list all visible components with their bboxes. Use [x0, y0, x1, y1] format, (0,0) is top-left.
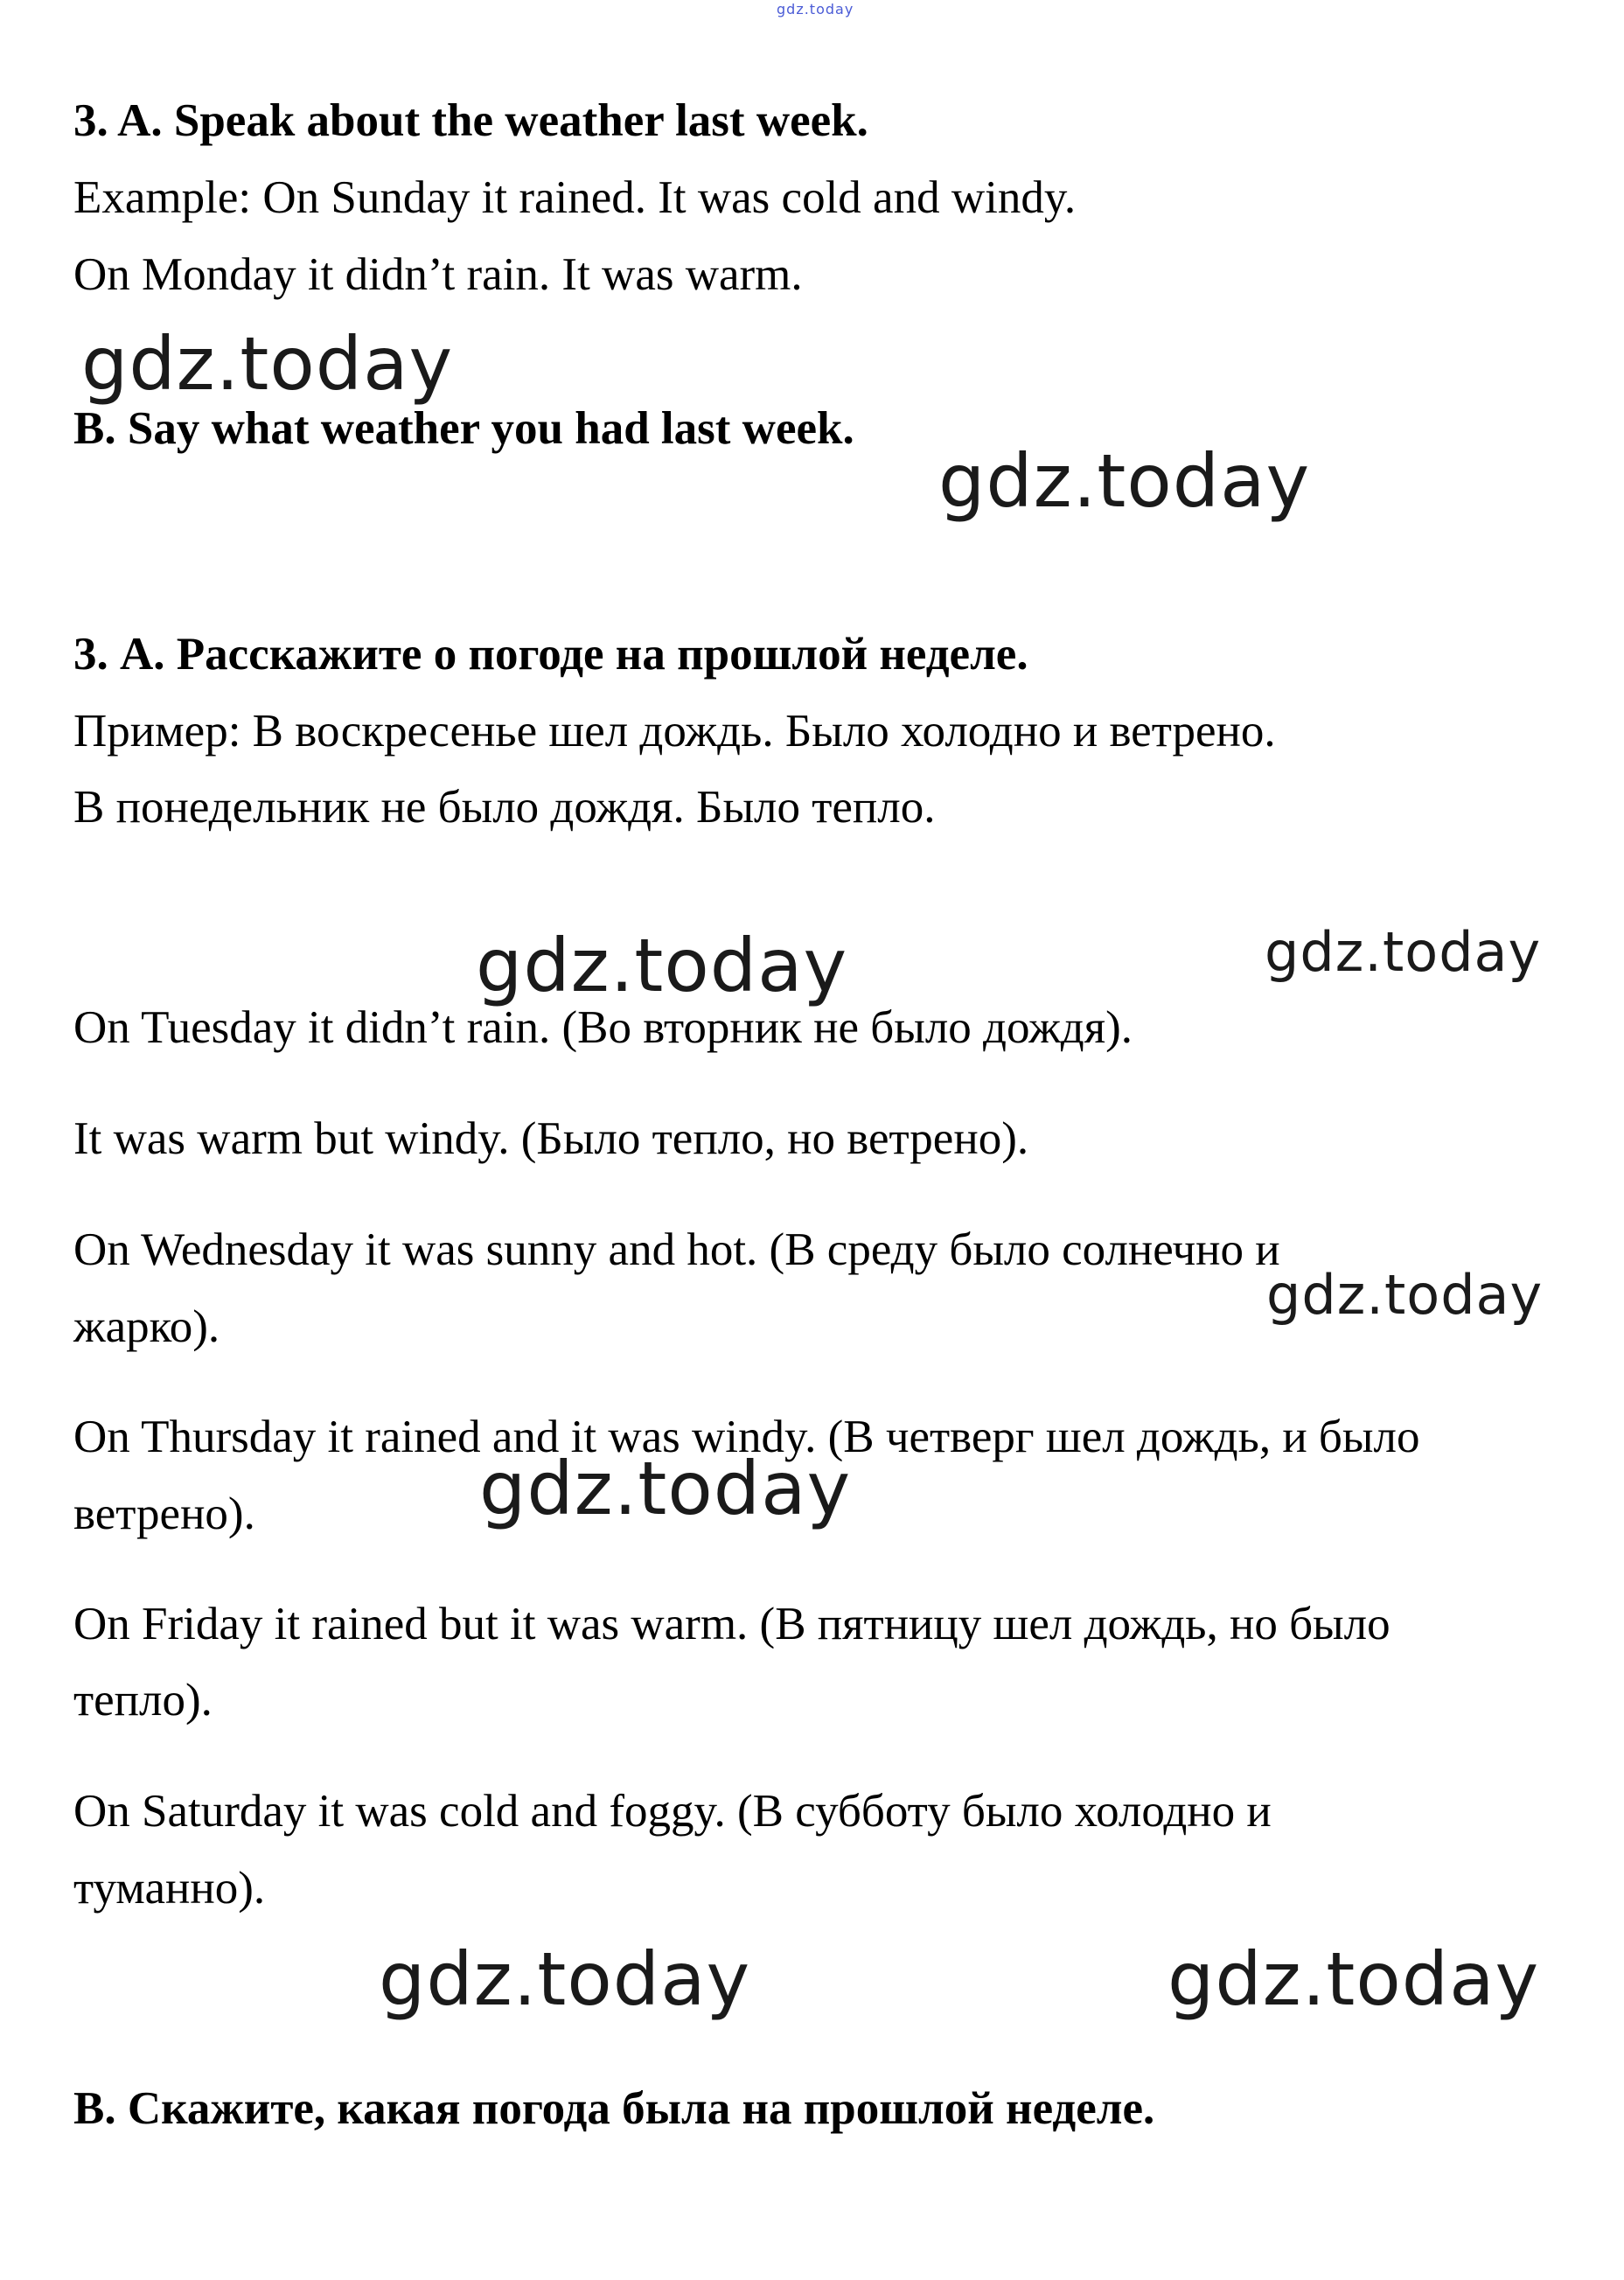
answer-friday-line-1: On Friday it rained but it was warm. (В пятницу шел дождь, но было	[73, 1599, 1391, 1649]
example-line-1-ru: Пример: В воскресенье шел дождь. Было холодно и ветрено.	[73, 706, 1276, 757]
task-b-heading-ru: В. Скажите, какая погода была на прошлой неделе.	[73, 2083, 1155, 2134]
example-line-2-en: On Monday it didn’t rain. It was warm.	[73, 249, 803, 300]
watermark-6: gdz.today	[479, 1446, 852, 1531]
answer-tuesday-2: It was warm but windy. (Было тепло, но ветрено).	[73, 1113, 1029, 1164]
watermark-4: gdz.today	[1265, 920, 1542, 984]
answer-tuesday: On Tuesday it didn’t rain. (Во вторник не было дождя).	[73, 1002, 1133, 1053]
answer-saturday-line-1: On Saturday it was cold and foggy. (В субботу было холодно и	[73, 1786, 1272, 1837]
example-line-2-ru: В понедельник не было дождя. Было тепло.	[73, 782, 936, 833]
watermark-top: gdz.today	[777, 1, 854, 17]
answer-thursday-line-1: On Thursday it rained and it was windy. (В четверг шел дождь, и было	[73, 1412, 1420, 1462]
answer-wednesday-line-2: жарко).	[73, 1301, 220, 1352]
answer-saturday-line-2: туманно).	[73, 1863, 266, 1914]
answer-friday-line-2: тепло).	[73, 1675, 213, 1726]
watermark-7: gdz.today	[379, 1936, 751, 2022]
watermark-5: gdz.today	[1266, 1263, 1544, 1327]
task-a-heading-en: 3. A. Speak about the weather last week.	[73, 95, 868, 146]
task-b-heading-en: B. Say what weather you had last week.	[73, 403, 854, 454]
watermark-8: gdz.today	[1167, 1936, 1540, 2022]
task-a-heading-ru: 3. А. Расскажите о погоде на прошлой неделе.	[73, 629, 1028, 680]
answer-thursday-line-2: ветрено).	[73, 1489, 255, 1539]
watermark-1: gdz.today	[81, 321, 454, 407]
answer-wednesday-line-1: On Wednesday it was sunny and hot. (В среду было солнечно и	[73, 1224, 1280, 1275]
example-line-1-en: Example: On Sunday it rained. It was cold and windy.	[73, 172, 1077, 223]
watermark-2: gdz.today	[938, 438, 1311, 524]
watermark-3: gdz.today	[476, 923, 848, 1008]
